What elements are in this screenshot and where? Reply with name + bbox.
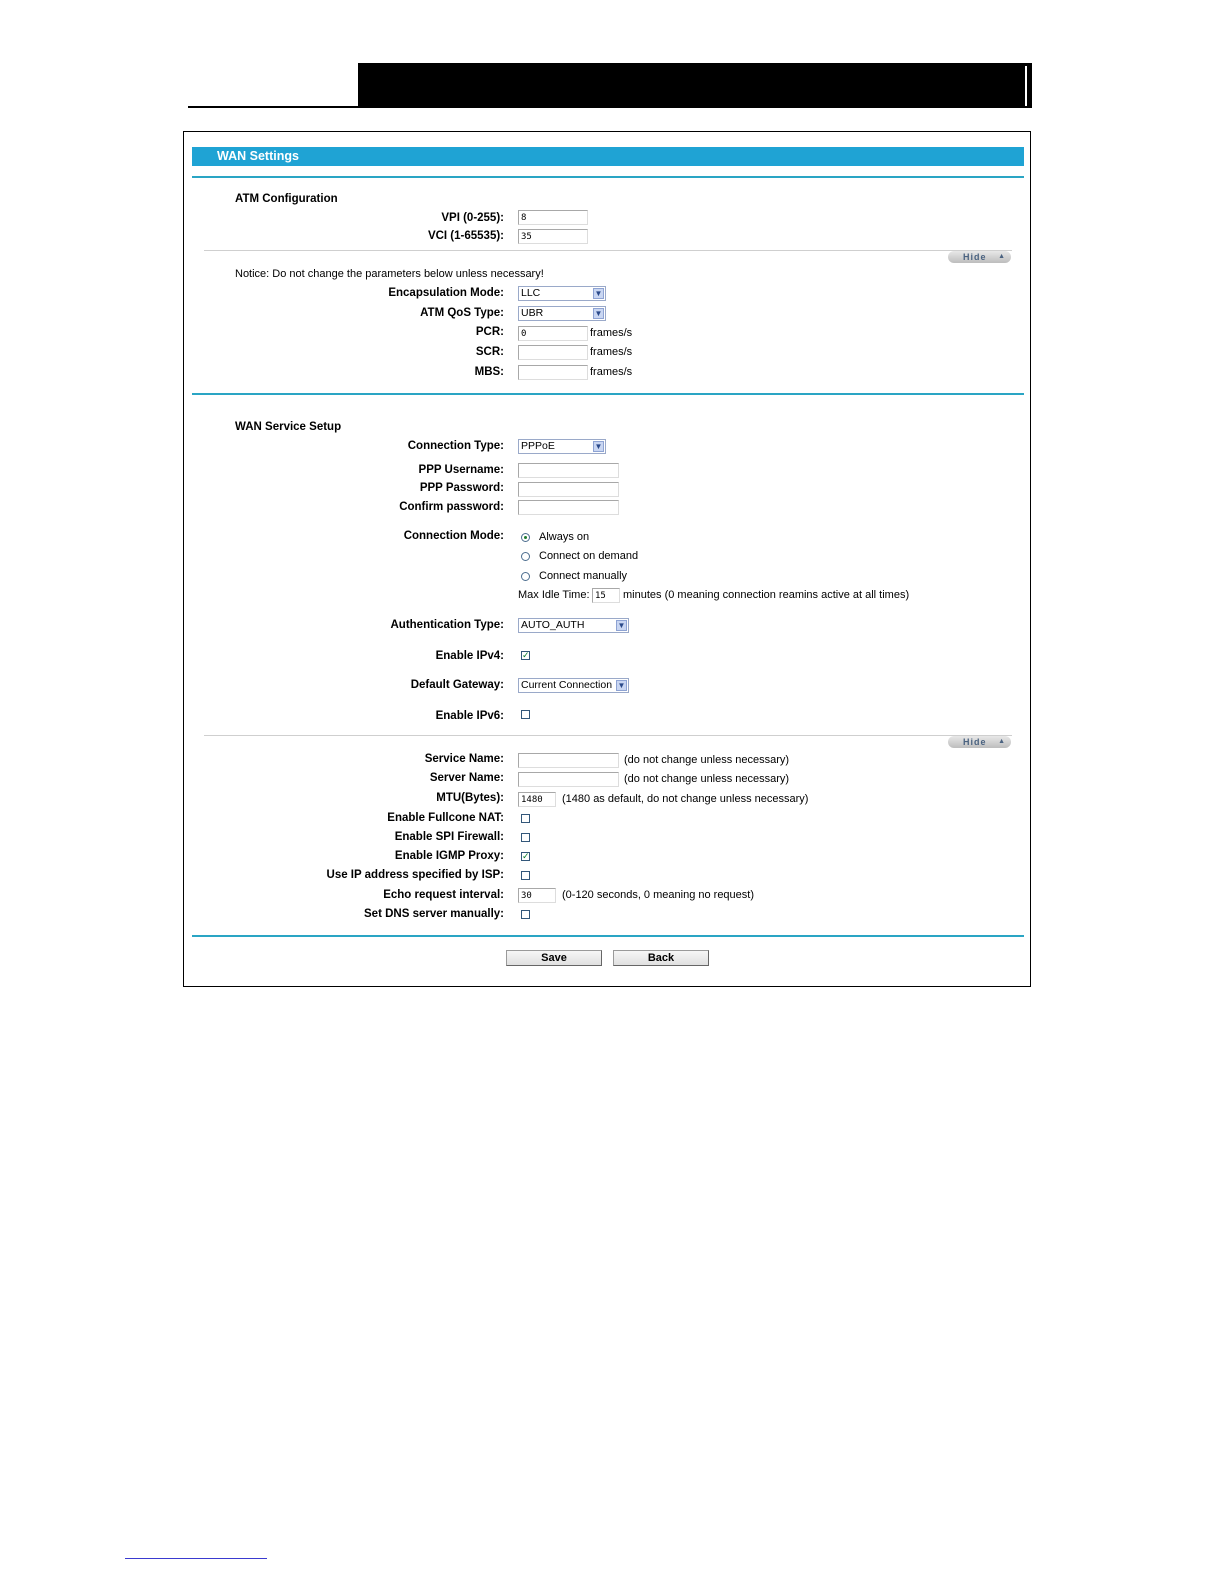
server-name-label: Server Name: [429, 772, 504, 784]
wan-service-section-title: WAN Service Setup [235, 421, 342, 433]
enable-ipv4-checkbox[interactable]: ✓ [522, 650, 530, 660]
pcr-unit: frames/s [590, 327, 633, 339]
confirm-password-input[interactable] [518, 500, 619, 515]
vpi-label: VPI (0-255): [441, 212, 504, 224]
spi-firewall-checkbox[interactable] [521, 833, 530, 842]
chevron-down-icon: ▼ [594, 309, 603, 318]
document-header-rule [188, 106, 1032, 108]
enable-ipv6-label: Enable IPv6: [435, 710, 504, 722]
pcr-input[interactable]: 0 [518, 326, 588, 341]
encapsulation-label: Encapsulation Mode: [388, 287, 504, 299]
fullcone-nat-label: Enable Fullcone NAT: [387, 812, 504, 824]
auth-type-label: Authentication Type: [390, 619, 504, 631]
enable-ipv6-checkbox[interactable] [521, 710, 530, 719]
echo-interval-note: (0-120 seconds, 0 meaning no request) [562, 889, 755, 901]
max-idle-note: minutes (0 meaning connection reamins active at all times) [623, 589, 910, 601]
connection-type-value: PPPoE [521, 440, 555, 452]
chevron-up-icon: ▲ [998, 253, 1005, 260]
fullcone-nat-checkbox[interactable] [521, 814, 530, 823]
save-button[interactable]: Save [506, 950, 602, 966]
service-name-note: (do not change unless necessary) [624, 754, 790, 766]
connection-type-select[interactable] [518, 439, 606, 454]
default-gateway-label: Default Gateway: [410, 679, 504, 691]
vci-input[interactable]: 35 [518, 229, 588, 244]
chevron-up-icon: ▲ [998, 738, 1005, 745]
confirm-password-label: Confirm password: [399, 501, 504, 513]
max-idle-input[interactable]: 15 [592, 588, 620, 603]
max-idle-label: Max Idle Time: [518, 589, 590, 601]
echo-interval-input[interactable]: 30 [518, 888, 556, 903]
divider [204, 250, 1012, 251]
footer-rule [125, 1558, 267, 1559]
pcr-label: PCR: [475, 326, 504, 338]
mode-on-demand-label: Connect on demand [539, 550, 639, 562]
scr-unit: frames/s [590, 346, 633, 358]
ppp-password-label: PPP Password: [419, 482, 504, 494]
encapsulation-value: LLC [521, 287, 541, 299]
igmp-proxy-checkbox[interactable]: ✓ [522, 851, 530, 861]
ppp-username-label: PPP Username: [418, 464, 504, 476]
server-name-input[interactable] [518, 772, 619, 787]
mode-always-on-radio[interactable] [521, 533, 530, 542]
ppp-password-input[interactable] [518, 482, 619, 497]
ppp-username-input[interactable] [518, 463, 619, 478]
hide-button-label: Hide [963, 252, 987, 262]
scr-input[interactable] [518, 345, 588, 360]
hide-advanced-wan-button[interactable] [948, 736, 1011, 748]
vci-label: VCI (1-65535): [427, 230, 504, 242]
vpi-input[interactable]: 8 [518, 210, 588, 225]
server-name-note: (do not change unless necessary) [624, 773, 790, 785]
document-header-divider [1025, 66, 1027, 106]
default-gateway-select[interactable] [518, 678, 629, 693]
document-header-bar [358, 63, 1032, 108]
divider [204, 735, 1012, 736]
isp-ip-label: Use IP address specified by ISP: [326, 869, 504, 881]
mbs-unit: frames/s [590, 366, 633, 378]
connection-type-label: Connection Type: [407, 440, 504, 452]
mode-on-demand-radio[interactable] [521, 552, 530, 561]
qos-label: ATM QoS Type: [420, 307, 504, 319]
mbs-label: MBS: [474, 366, 504, 378]
chevron-down-icon: ▼ [594, 289, 603, 298]
scr-label: SCR: [475, 346, 504, 358]
manual-dns-checkbox[interactable] [521, 910, 530, 919]
hide-advanced-atm-button[interactable] [948, 251, 1011, 263]
atm-section-title: ATM Configuration [235, 193, 338, 205]
default-gateway-value: Current Connection [521, 679, 613, 691]
service-name-label: Service Name: [424, 753, 504, 765]
notice-text: Notice: Do not change the parameters below unless necessary! [235, 268, 544, 280]
service-name-input[interactable] [518, 753, 619, 768]
mode-manual-radio[interactable] [521, 572, 530, 581]
chevron-down-icon: ▼ [617, 621, 626, 630]
divider [192, 176, 1024, 178]
panel-title: WAN Settings [217, 149, 299, 163]
connection-mode-label: Connection Mode: [403, 530, 504, 542]
mtu-note: (1480 as default, do not change unless necessary) [562, 793, 809, 805]
spi-firewall-label: Enable SPI Firewall: [394, 831, 504, 843]
mode-manual-label: Connect manually [539, 570, 628, 582]
mtu-label: MTU(Bytes): [436, 792, 504, 804]
auth-type-select[interactable] [518, 618, 629, 633]
chevron-down-icon: ▼ [594, 442, 603, 451]
echo-interval-label: Echo request interval: [383, 889, 504, 901]
hide-button-label: Hide [963, 737, 987, 747]
qos-select[interactable] [518, 306, 606, 321]
divider [192, 935, 1024, 937]
isp-ip-checkbox[interactable] [521, 871, 530, 880]
mode-always-on-label: Always on [539, 531, 590, 543]
auth-type-value: AUTO_AUTH [521, 619, 585, 631]
panel-title-bar [192, 147, 1024, 166]
manual-dns-label: Set DNS server manually: [364, 908, 504, 920]
encapsulation-select[interactable] [518, 286, 606, 301]
mtu-input[interactable]: 1480 [518, 792, 556, 807]
back-button[interactable]: Back [613, 950, 709, 966]
divider [192, 393, 1024, 395]
igmp-proxy-label: Enable IGMP Proxy: [394, 850, 504, 862]
mbs-input[interactable] [518, 365, 588, 380]
qos-value: UBR [521, 307, 544, 319]
chevron-down-icon: ▼ [617, 681, 626, 690]
enable-ipv4-label: Enable IPv4: [435, 650, 504, 662]
